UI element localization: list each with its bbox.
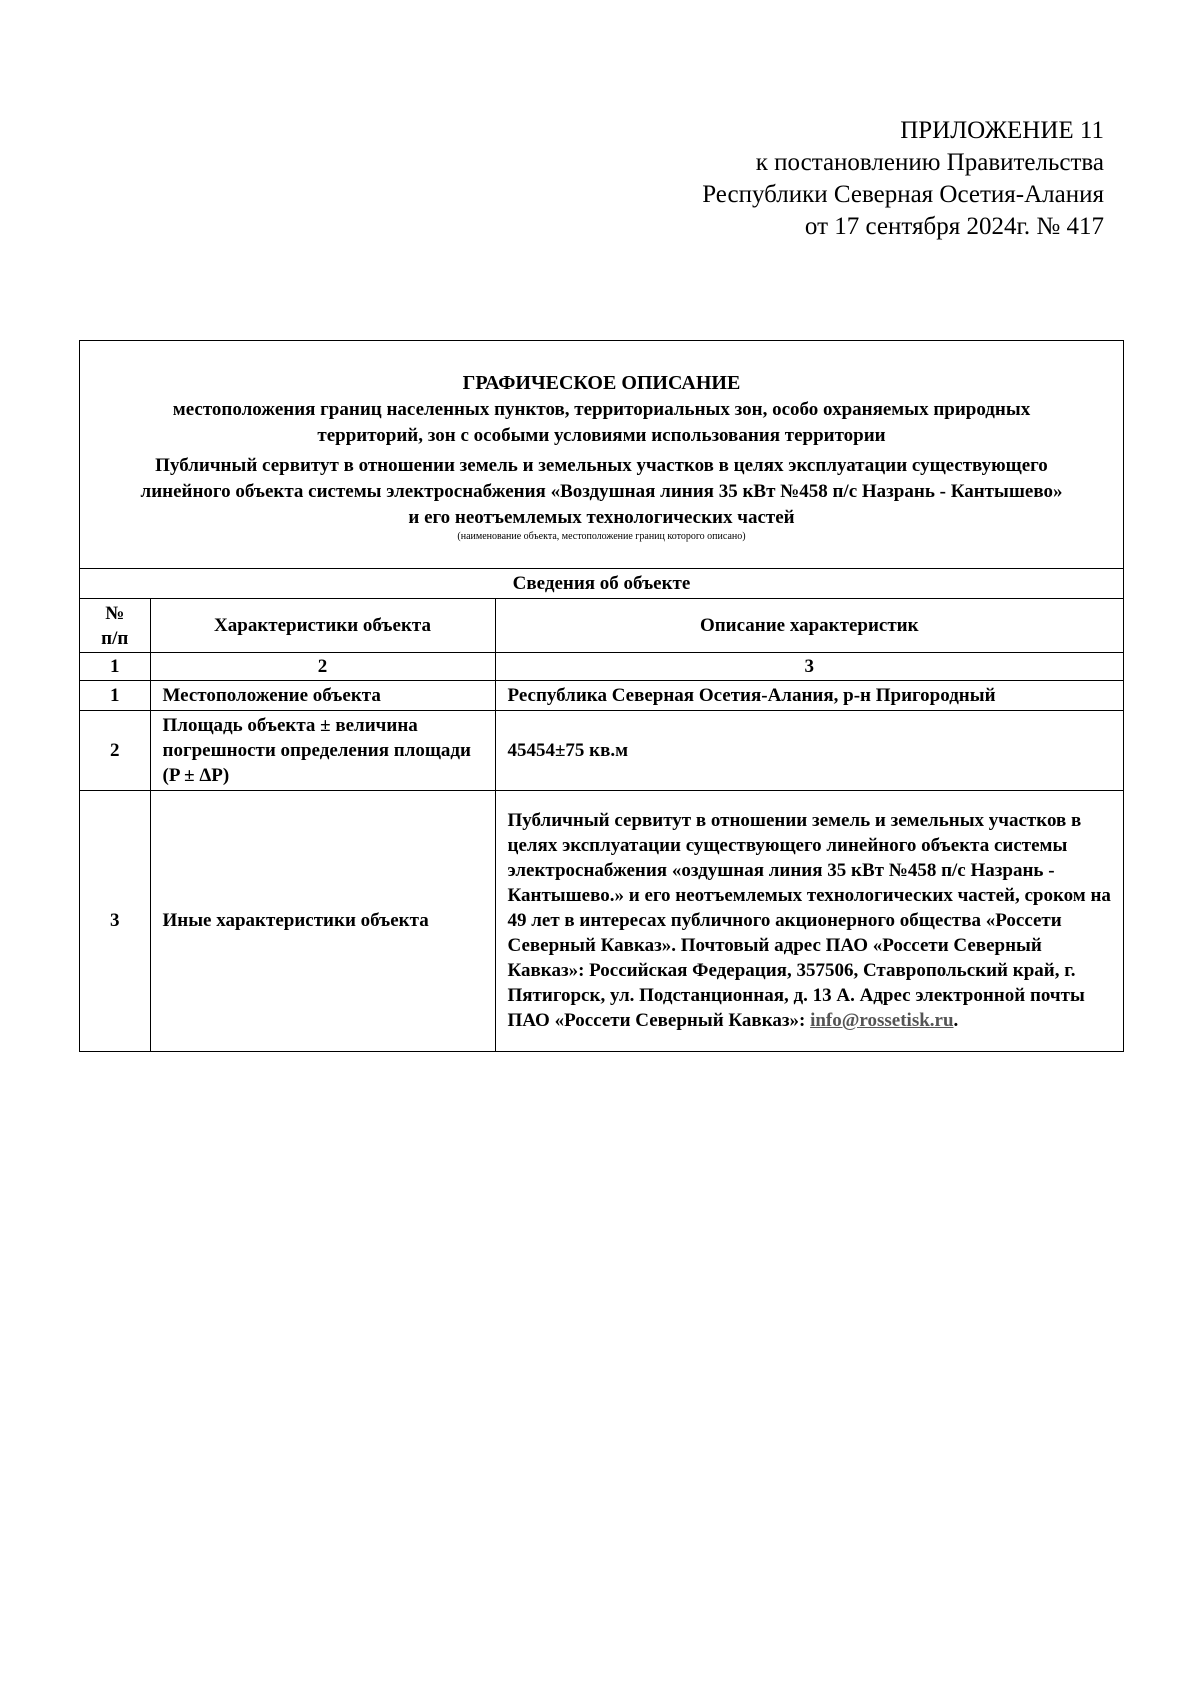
object-info-table bbox=[80, 569, 1123, 1051]
row-characteristic: Иные характеристики объекта bbox=[150, 791, 495, 1051]
row-characteristic: Местоположение объекта bbox=[150, 681, 495, 711]
row-number: 1 bbox=[80, 681, 150, 711]
object-name-line: Публичный сервитут в отношении земель и земельных участков в целях эксплуатации существующего bbox=[155, 455, 1048, 476]
row-description-text: Публичный сервитут в отношении земель и земельных участков в целях эксплуатации существующего линейного объекта системы электроснабжения «оздушная линия 35 кВт №458 п/с Назрань - Кантышево.» и его неотъемлемых технологических частей, сроком на 49 лет в интересах публичного акционерного общества «Россети Северный Кавказ». Почтовый адрес ПАО «Россети Северный Кавказ»: Российская Федерация, 357506, Ставропольский край, г. Пятигорск, ул. Подстанционная, д. 13 А. Адрес электронной почты ПАО «Россети Северный Кавказ»: bbox=[507, 810, 1111, 1032]
column-header-number: № п/п bbox=[80, 599, 150, 653]
row-description bbox=[495, 791, 1123, 1051]
column-number: 1 bbox=[80, 653, 150, 681]
annex-block bbox=[702, 115, 1104, 243]
object-name-caption: (наименование объекта, местоположение границ которого описано) bbox=[457, 531, 746, 542]
annex-number: ПРИЛОЖЕНИЕ 11 bbox=[900, 117, 1104, 144]
annex-reference: к постановлению Правительства bbox=[755, 149, 1104, 176]
table-column-numbers-row bbox=[80, 653, 1123, 681]
description-header bbox=[80, 341, 1123, 569]
section-title: Сведения об объекте bbox=[80, 569, 1123, 599]
column-header-description: Описание характеристик bbox=[495, 599, 1123, 653]
column-number: 3 bbox=[495, 653, 1123, 681]
description-subtitle: местоположения границ населенных пунктов, территориальных зон, особо охраняемых природных территорий, зон с особыми условиями использования территории bbox=[172, 399, 1031, 446]
annex-issuer: Республики Северная Осетия-Алания bbox=[702, 181, 1104, 208]
table-row bbox=[80, 791, 1123, 1051]
row-number: 2 bbox=[80, 711, 150, 791]
object-name-line: линейного объекта системы электроснабжения «Воздушная линия 35 кВт №458 п/с Назрань - Кантышево» bbox=[140, 481, 1063, 502]
graphic-description-frame bbox=[79, 340, 1124, 1052]
row-description-tail: . bbox=[953, 1010, 959, 1032]
table-header-row bbox=[80, 599, 1123, 653]
column-header-characteristic: Характеристики объекта bbox=[150, 599, 495, 653]
row-description: 45454±75 кв.м bbox=[495, 711, 1123, 791]
column-number: 2 bbox=[150, 653, 495, 681]
row-characteristic: Площадь объекта ± величина погрешности определения площади (P ± ΔP) bbox=[150, 711, 495, 791]
row-number: 3 bbox=[80, 791, 150, 1051]
table-row bbox=[80, 681, 1123, 711]
table-row bbox=[80, 711, 1123, 791]
email-link[interactable]: info@rossetisk.ru bbox=[810, 1010, 954, 1032]
table-section-row bbox=[80, 569, 1123, 599]
object-name bbox=[80, 453, 1123, 531]
object-name-line: и его неотъемлемых технологических частей bbox=[408, 507, 795, 528]
description-title: ГРАФИЧЕСКОЕ ОПИСАНИЕ bbox=[462, 372, 741, 394]
row-description: Республика Северная Осетия-Алания, р-н Пригородный bbox=[495, 681, 1123, 711]
annex-date: от 17 сентября 2024г. № 417 bbox=[804, 213, 1104, 240]
